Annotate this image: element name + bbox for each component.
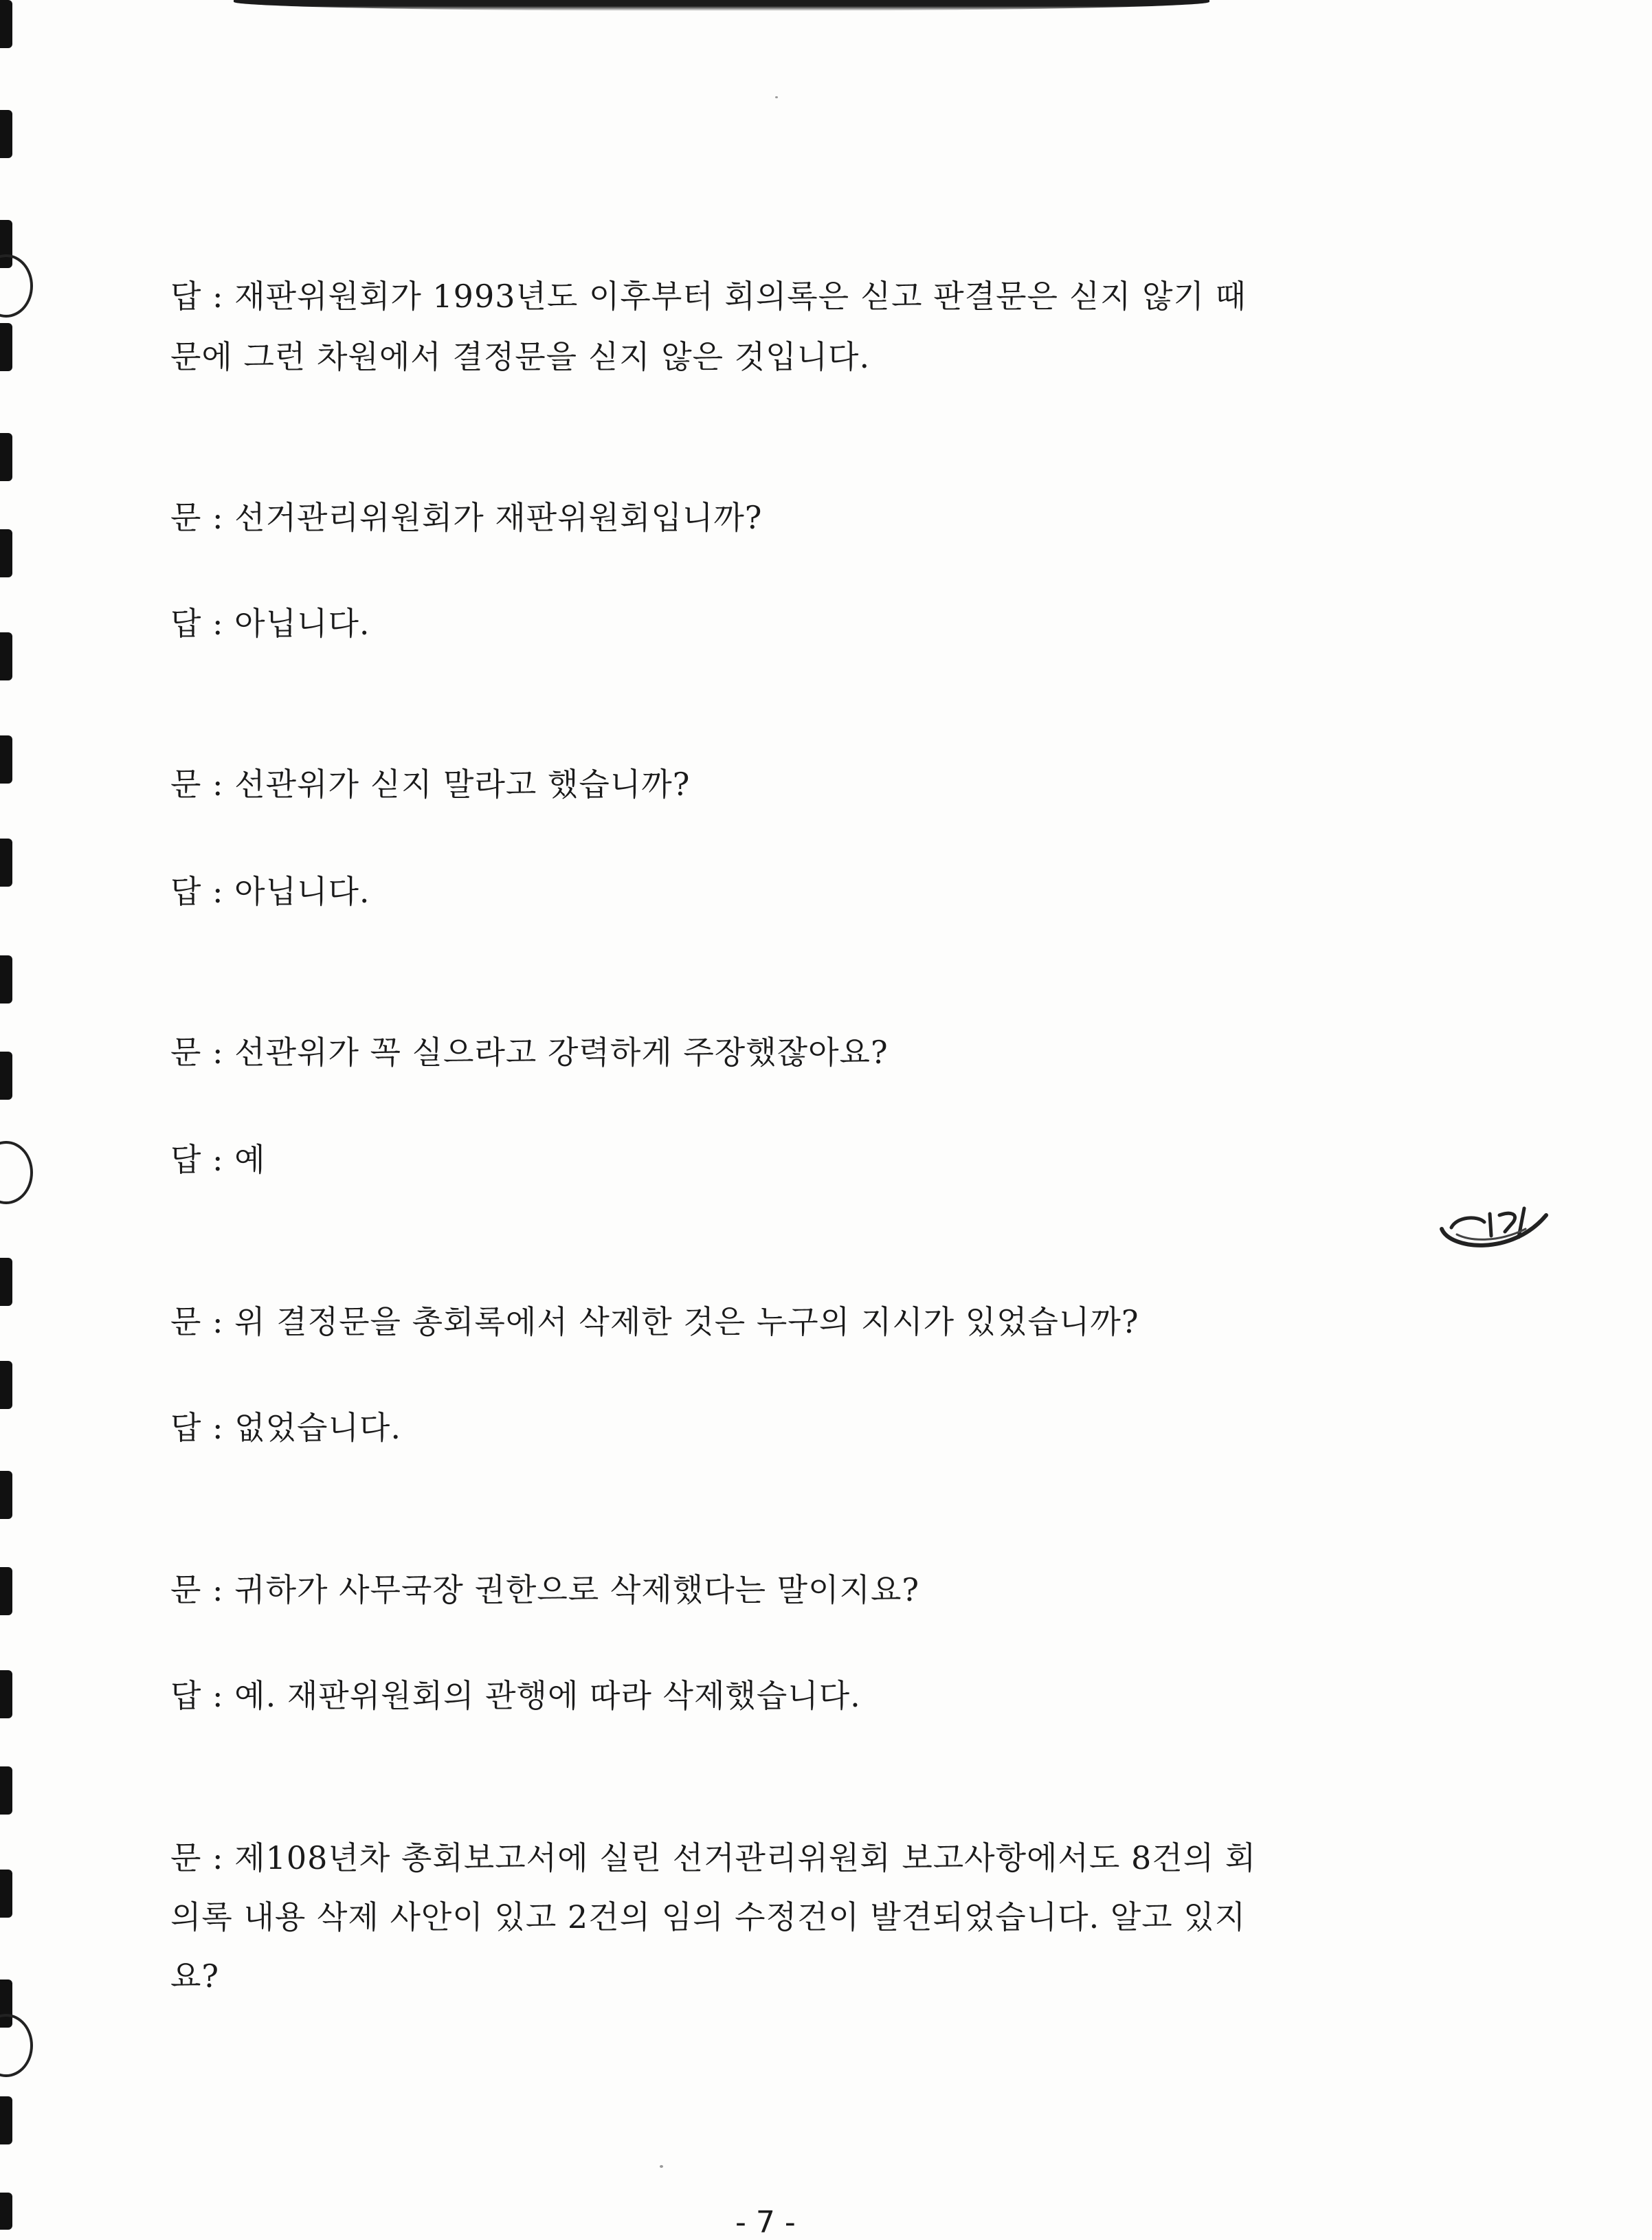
seal-stamp xyxy=(1436,1201,1553,1263)
binding-hole xyxy=(0,110,12,158)
text-line: 답 : 아닙니다. xyxy=(170,873,370,910)
binding-hole xyxy=(0,1766,12,1815)
binding-hole xyxy=(0,955,12,1003)
text-line: 답 : 재판위원회가 1993년도 이후부터 회의록은 싣고 판결문은 싣지 않기 때 xyxy=(170,278,1247,315)
text-line: 답 : 없었습니다. xyxy=(170,1409,401,1446)
text-line: 문에 그런 차원에서 결정문을 싣지 않은 것입니다. xyxy=(170,338,871,375)
binding-hole xyxy=(0,1670,12,1718)
binding-hole xyxy=(0,1567,12,1615)
text-line: 문 : 선관위가 꼭 실으라고 강력하게 주장했잖아요? xyxy=(170,1034,889,1071)
binding-ring xyxy=(0,254,33,318)
binding-hole xyxy=(0,1258,12,1306)
page-number: - 7 - xyxy=(735,2205,796,2240)
text-line: 의록 내용 삭제 사안이 있고 2건의 임의 수정건이 발견되었습니다. 알고 있지 xyxy=(170,1898,1247,1936)
text-line: 답 : 아닙니다. xyxy=(170,605,370,642)
binding-hole xyxy=(0,839,12,887)
text-line: 답 : 예. 재판위원회의 관행에 따라 삭제했습니다. xyxy=(170,1677,861,1714)
binding-hole xyxy=(0,1361,12,1409)
text-line: 문 : 위 결정문을 총회록에서 삭제한 것은 누구의 지시가 있었습니까? xyxy=(170,1303,1139,1340)
text-line: 요? xyxy=(170,1958,220,1995)
binding-hole xyxy=(0,529,12,577)
text-line: 문 : 귀하가 사무국장 권한으로 삭제했다는 말이지요? xyxy=(170,1571,920,1608)
binding-hole xyxy=(0,433,12,481)
binding-hole xyxy=(0,2096,12,2144)
binding-hole xyxy=(0,1471,12,1519)
binding-hole xyxy=(0,2193,12,2230)
binding-hole xyxy=(0,632,12,680)
binding-hole xyxy=(0,323,12,371)
text-line: 문 : 선관위가 싣지 말라고 했습니까? xyxy=(170,766,691,803)
text-line: 답 : 예 xyxy=(170,1141,266,1178)
binding-hole xyxy=(0,0,12,48)
binding-holes xyxy=(0,0,27,2230)
binding-hole xyxy=(0,1870,12,1918)
binding-hole xyxy=(0,1052,12,1100)
scan-speck xyxy=(775,96,778,98)
binding-ring xyxy=(0,2014,33,2077)
text-line: 문 : 제108년차 총회보고서에 실린 선거관리위원회 보고사항에서도 8건의 회 xyxy=(170,1839,1257,1876)
text-line: 문 : 선거관리위원회가 재판위원회입니까? xyxy=(170,499,763,536)
scan-speck xyxy=(660,2165,663,2168)
binding-ring xyxy=(0,1141,33,1204)
scan-top-shadow xyxy=(234,0,1209,11)
binding-hole xyxy=(0,735,12,784)
